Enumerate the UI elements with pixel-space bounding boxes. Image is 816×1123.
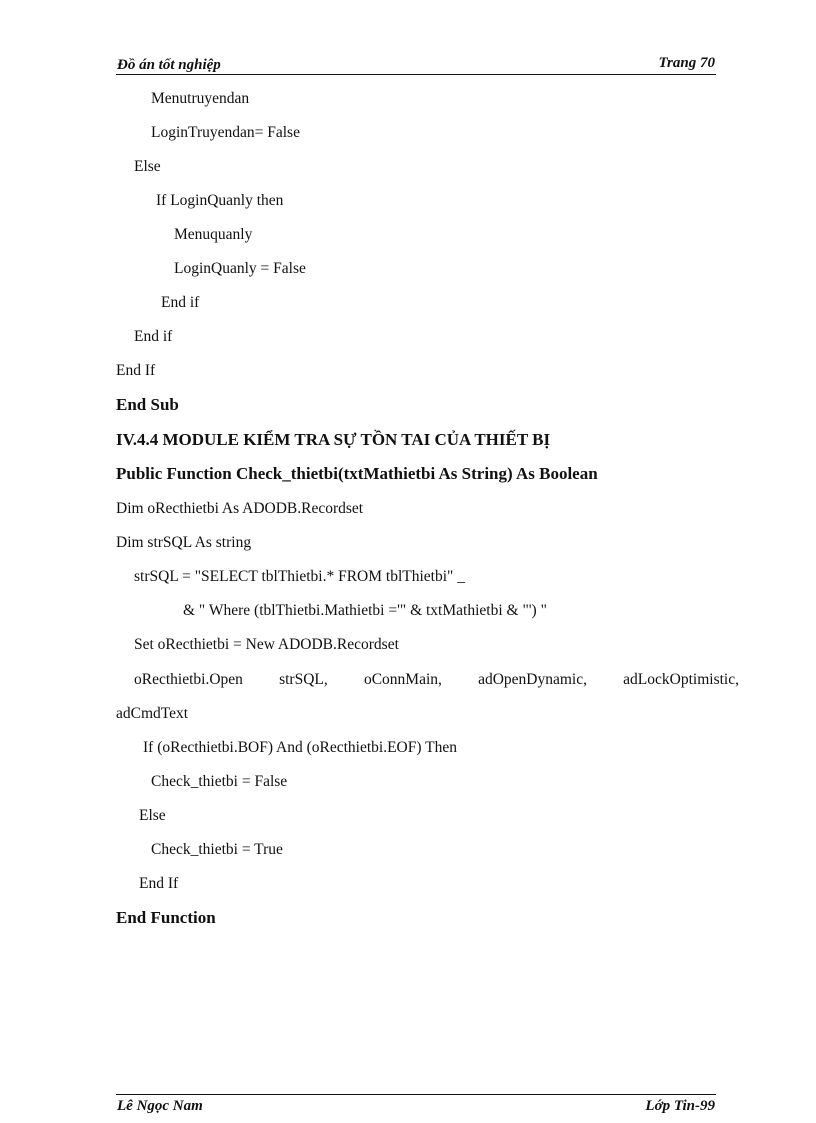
code-line: Menutruyendan [151,90,250,107]
code-line: Menuquanly [174,226,253,243]
footer-class: Lớp Tin-99 [645,1098,715,1114]
footer-author: Lê Ngọc Nam [117,1098,203,1114]
code-token: adLockOptimistic, [623,671,739,688]
header-title: Đồ án tốt nghiệp [117,57,221,73]
code-line: Check_thietbi = False [151,773,288,790]
header-page-number: Trang 70 [658,55,715,71]
code-token: adOpenDynamic, [478,671,587,688]
code-line: If LoginQuanly then [156,192,284,209]
code-line-end-function: End Function [116,908,216,927]
code-line: adCmdText [116,705,189,722]
code-line: & " Where (tblThietbi.Mathietbi ='" & txtMathietbi & "') " [183,602,547,619]
code-line: Dim strSQL As string [116,534,252,551]
code-line-justified [134,670,739,690]
code-line-end-sub: End Sub [116,395,179,414]
code-line: LoginQuanly = False [174,260,306,277]
code-line: End if [134,328,173,345]
code-line: strSQL = "SELECT tblThietbi.* FROM tblThietbi" _ [134,568,465,585]
code-line: End if [161,294,200,311]
function-signature: Public Function Check_thietbi(txtMathietbi As String) As Boolean [116,464,598,483]
code-line: Else [134,158,161,175]
footer-rule [116,1094,716,1095]
code-token: strSQL, [279,671,328,688]
code-line: LoginTruyendan= False [151,124,300,141]
code-line: If (oRecthietbi.BOF) And (oRecthietbi.EOF) Then [143,739,457,756]
code-token: oRecthietbi.Open [134,671,243,688]
code-line: End If [116,362,156,379]
code-line: End If [139,875,179,892]
section-heading: IV.4.4 MODULE KIỂM TRA SỰ TỒN TAI CỦA THIẾT BỊ [116,430,551,449]
header-rule [116,74,716,75]
code-line: Check_thietbi = True [151,841,283,858]
code-token: oConnMain, [363,671,442,688]
code-line: Set oRecthietbi = New ADODB.Recordset [134,636,399,653]
code-line: Dim oRecthietbi As ADODB.Recordset [116,500,364,517]
code-line: Else [139,807,166,824]
